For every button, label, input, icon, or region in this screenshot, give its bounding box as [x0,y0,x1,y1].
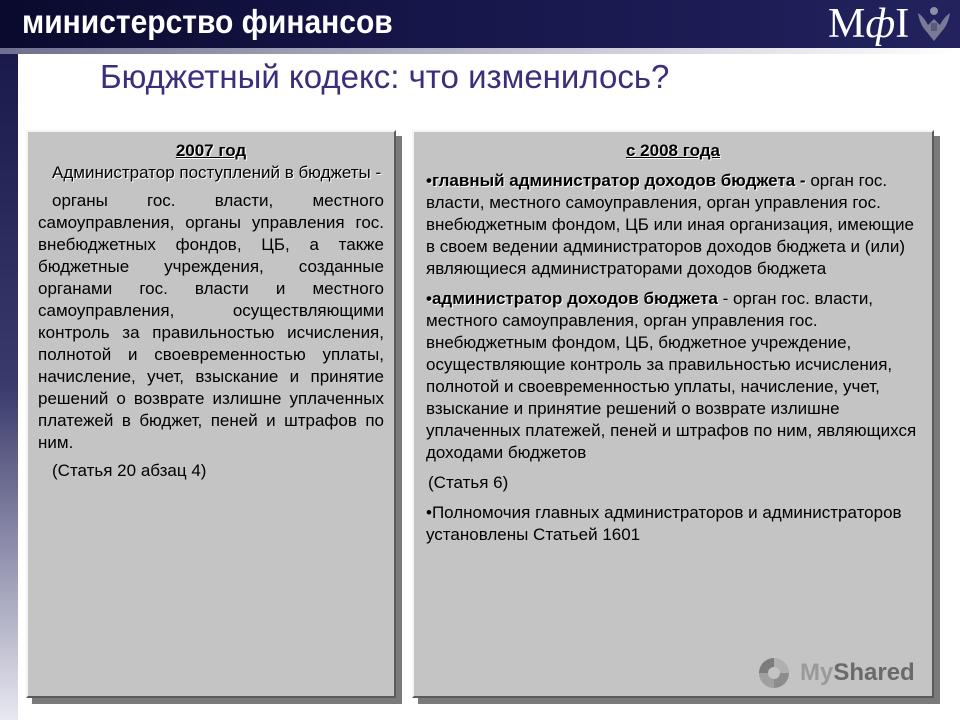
myshared-text-light: My [800,659,834,686]
item-1-text: орган гос. власти, местного самоуправления, орган управления гос. внебюджетным фондом, ЦБ или иная организация, имеющие в своем ведении администраторов доходов бюджета и (или) являющиеся администраторами доходов бюджета [426,171,915,278]
myshared-logo-icon [756,655,792,691]
header-bar [0,0,960,48]
slide-title: Бюджетный кодекс: что изменилось? [100,58,670,95]
myshared-text [800,659,915,687]
left-panel-term: Администратор поступлений в бюджеты - [52,163,382,182]
ministry-label: министерство финансов [22,4,393,41]
item-2-text: - орган гос. власти, местного самоуправления, орган управления гос. внебюджетным фондом, ЦБ, бюджетное учреждение, осуществляющие контроль за правильностью исчисления, полнотой и своевременностью уплаты, начисление, учет, взыскание и принятие решений о возврате излишне уплаченных платежей, пеней и штрафов по ним, являющихся доходами бюджетов [426,289,917,462]
left-panel-heading: 2007 год [175,141,247,160]
left-panel [26,130,396,698]
right-panel-heading: с 2008 года [626,141,720,160]
bullet-1: • [426,171,432,190]
right-panel-item-1 [426,170,920,280]
logo-letter-phi: ф [865,1,896,47]
item-1-term: главный администратор доходов бюджета - [431,171,806,190]
right-panel-note: •Полномочия главных администраторов и администраторов установлены Статьей 1601 [426,503,902,544]
right-panel-reference: (Статья 6) [428,473,509,492]
right-panel-item-2 [426,288,920,464]
logo-letter-bar: I [895,1,910,47]
left-panel-reference: (Статья 20 абзац 4) [52,461,207,480]
item-2-term: администратор доходов бюджета [431,289,718,308]
minfin-logo [828,2,909,46]
logo-letter-m: М [828,1,866,47]
myshared-watermark [756,655,926,691]
header-divider [0,48,960,54]
bullet-2: • [426,289,432,308]
left-panel-definition: органы гос. власти, местного самоуправления, органы управления гос. внебюджетных фондов, ЦБ, а также бюджетные учреждения, созданные органами гос. власти и местного самоуправления, осуществляющими контроль за правильностью исчисления, полнотой и своевременностью уплаты, начисление, учет, взыскание и принятие решений о возврате излишне уплаченных платежей в бюджет, пеней и штрафов по ним. [38,191,384,452]
eagle-emblem-icon [914,3,954,45]
left-side-bar [0,54,18,720]
right-panel [412,130,934,698]
myshared-text-dark: Shared [833,659,915,686]
